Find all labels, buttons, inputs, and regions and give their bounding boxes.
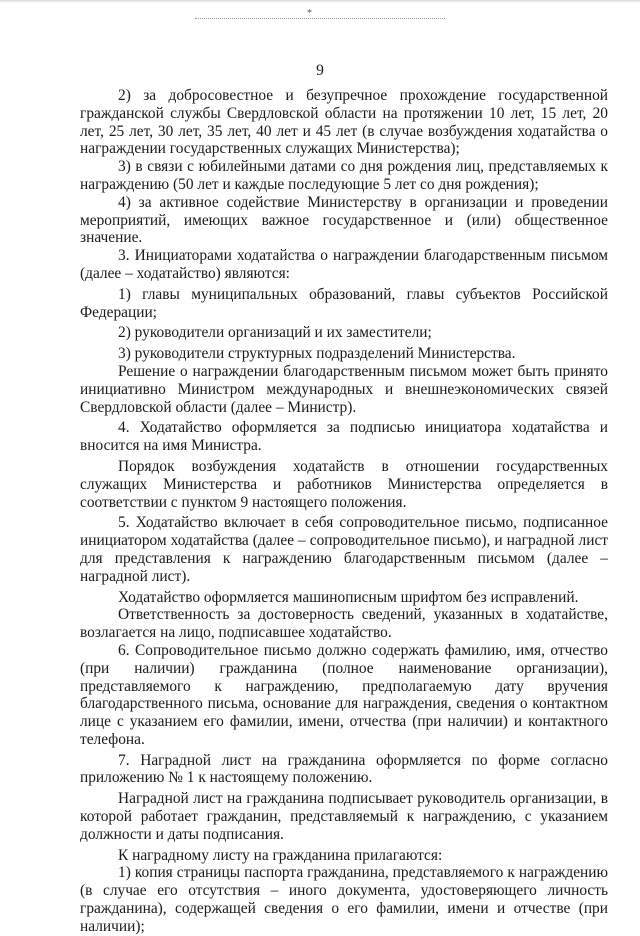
scan-edge bbox=[0, 0, 640, 3]
paragraph: Порядок возбуждения ходатайств в отношении государственных служащих Министерства и работников Министерства определяется в соответствии с пунктом 9 настоящего положения. bbox=[80, 457, 608, 511]
paragraph: 2) руководители организаций и их заместители; bbox=[118, 324, 432, 342]
paragraph: 1) главы муниципальных образований, главы субъектов Российской Федерации; bbox=[80, 285, 608, 321]
paragraph: 7. Наградной лист на гражданина оформляется по форме согласно приложению № 1 к настоящему положению. bbox=[80, 751, 608, 787]
paragraph: 1) копия страницы паспорта гражданина, представляемого к награждению (в случае его отсутствия – иного документа, удостоверяющего личность гражданина), содержащей сведения о его фамилии, имени и отчестве (при наличии); bbox=[80, 864, 608, 935]
paragraph: 5. Ходатайство включает в себя сопроводительное письмо, подписанное инициатором ходатайства (далее – сопроводительное письмо), и наградной лист для представления к награждению благодарственным письмом (далее – наградной лист). bbox=[80, 514, 608, 585]
paragraph: Наградной лист на гражданина подписывает руководитель организации, в которой работает гражданин, представляемый к награждению, с указанием должности и даты подписания. bbox=[80, 790, 608, 843]
paragraph: К наградному листу на гражданина прилагаются: bbox=[118, 846, 443, 864]
paragraph: Решение о награждении благодарственным письмом может быть принято инициативно Министром международных и внешнеэкономических связей Свердловской области (далее – Министр). bbox=[80, 362, 608, 416]
page-number: 9 bbox=[316, 62, 324, 79]
document-body bbox=[80, 87, 608, 936]
paragraph: Ответственность за достоверность сведений, указанных в ходатайстве, возлагается на лицо, подписавшее ходатайство. bbox=[80, 606, 608, 642]
paragraph: 3) руководители структурных подразделений Министерства. bbox=[118, 345, 516, 363]
paragraph: 3. Инициаторами ходатайства о награждении благодарственным письмом (далее – ходатайство) являются: bbox=[80, 247, 608, 282]
paragraph: 2) за добросовестное и безупречное прохождение государственной гражданской службы Свердловской области на протяжении 10 лет, 15 лет, 20 лет, 25 лет, 30 лет, 35 лет, 40 лет и 45 лет (в случае возбуждения ходатайства о награждении государственных служащих Министерства); bbox=[80, 87, 608, 158]
paragraph: Ходатайство оформляется машинописным шрифтом без исправлений. bbox=[118, 588, 579, 606]
paragraph: 4. Ходатайство оформляется за подписью инициатора ходатайства и вносится на имя Министра. bbox=[80, 419, 608, 455]
scan-dotted-line bbox=[195, 18, 445, 20]
paragraph: 3) в связи с юбилейными датами со дня рождения лиц, представляемых к награждению (50 лет и каждые последующие 5 лет со дня рождения); bbox=[80, 158, 608, 193]
paragraph: 4) за активное содействие Министерству в организации и проведении мероприятий, имеющих важное государственное и (или) общественное значение. bbox=[80, 193, 608, 247]
top-mark: * bbox=[307, 8, 312, 19]
paragraph: 6. Сопроводительное письмо должно содержать фамилию, имя, отчество (при наличии) гражданина (полное наименование организации), представляемого к награждению, предполагаемую дату вручения благодарственного письма, основание для награждения, сведения о контактном лице с указанием его фамилии, имени, отчества (при наличии) и контактного телефона. bbox=[80, 641, 608, 748]
